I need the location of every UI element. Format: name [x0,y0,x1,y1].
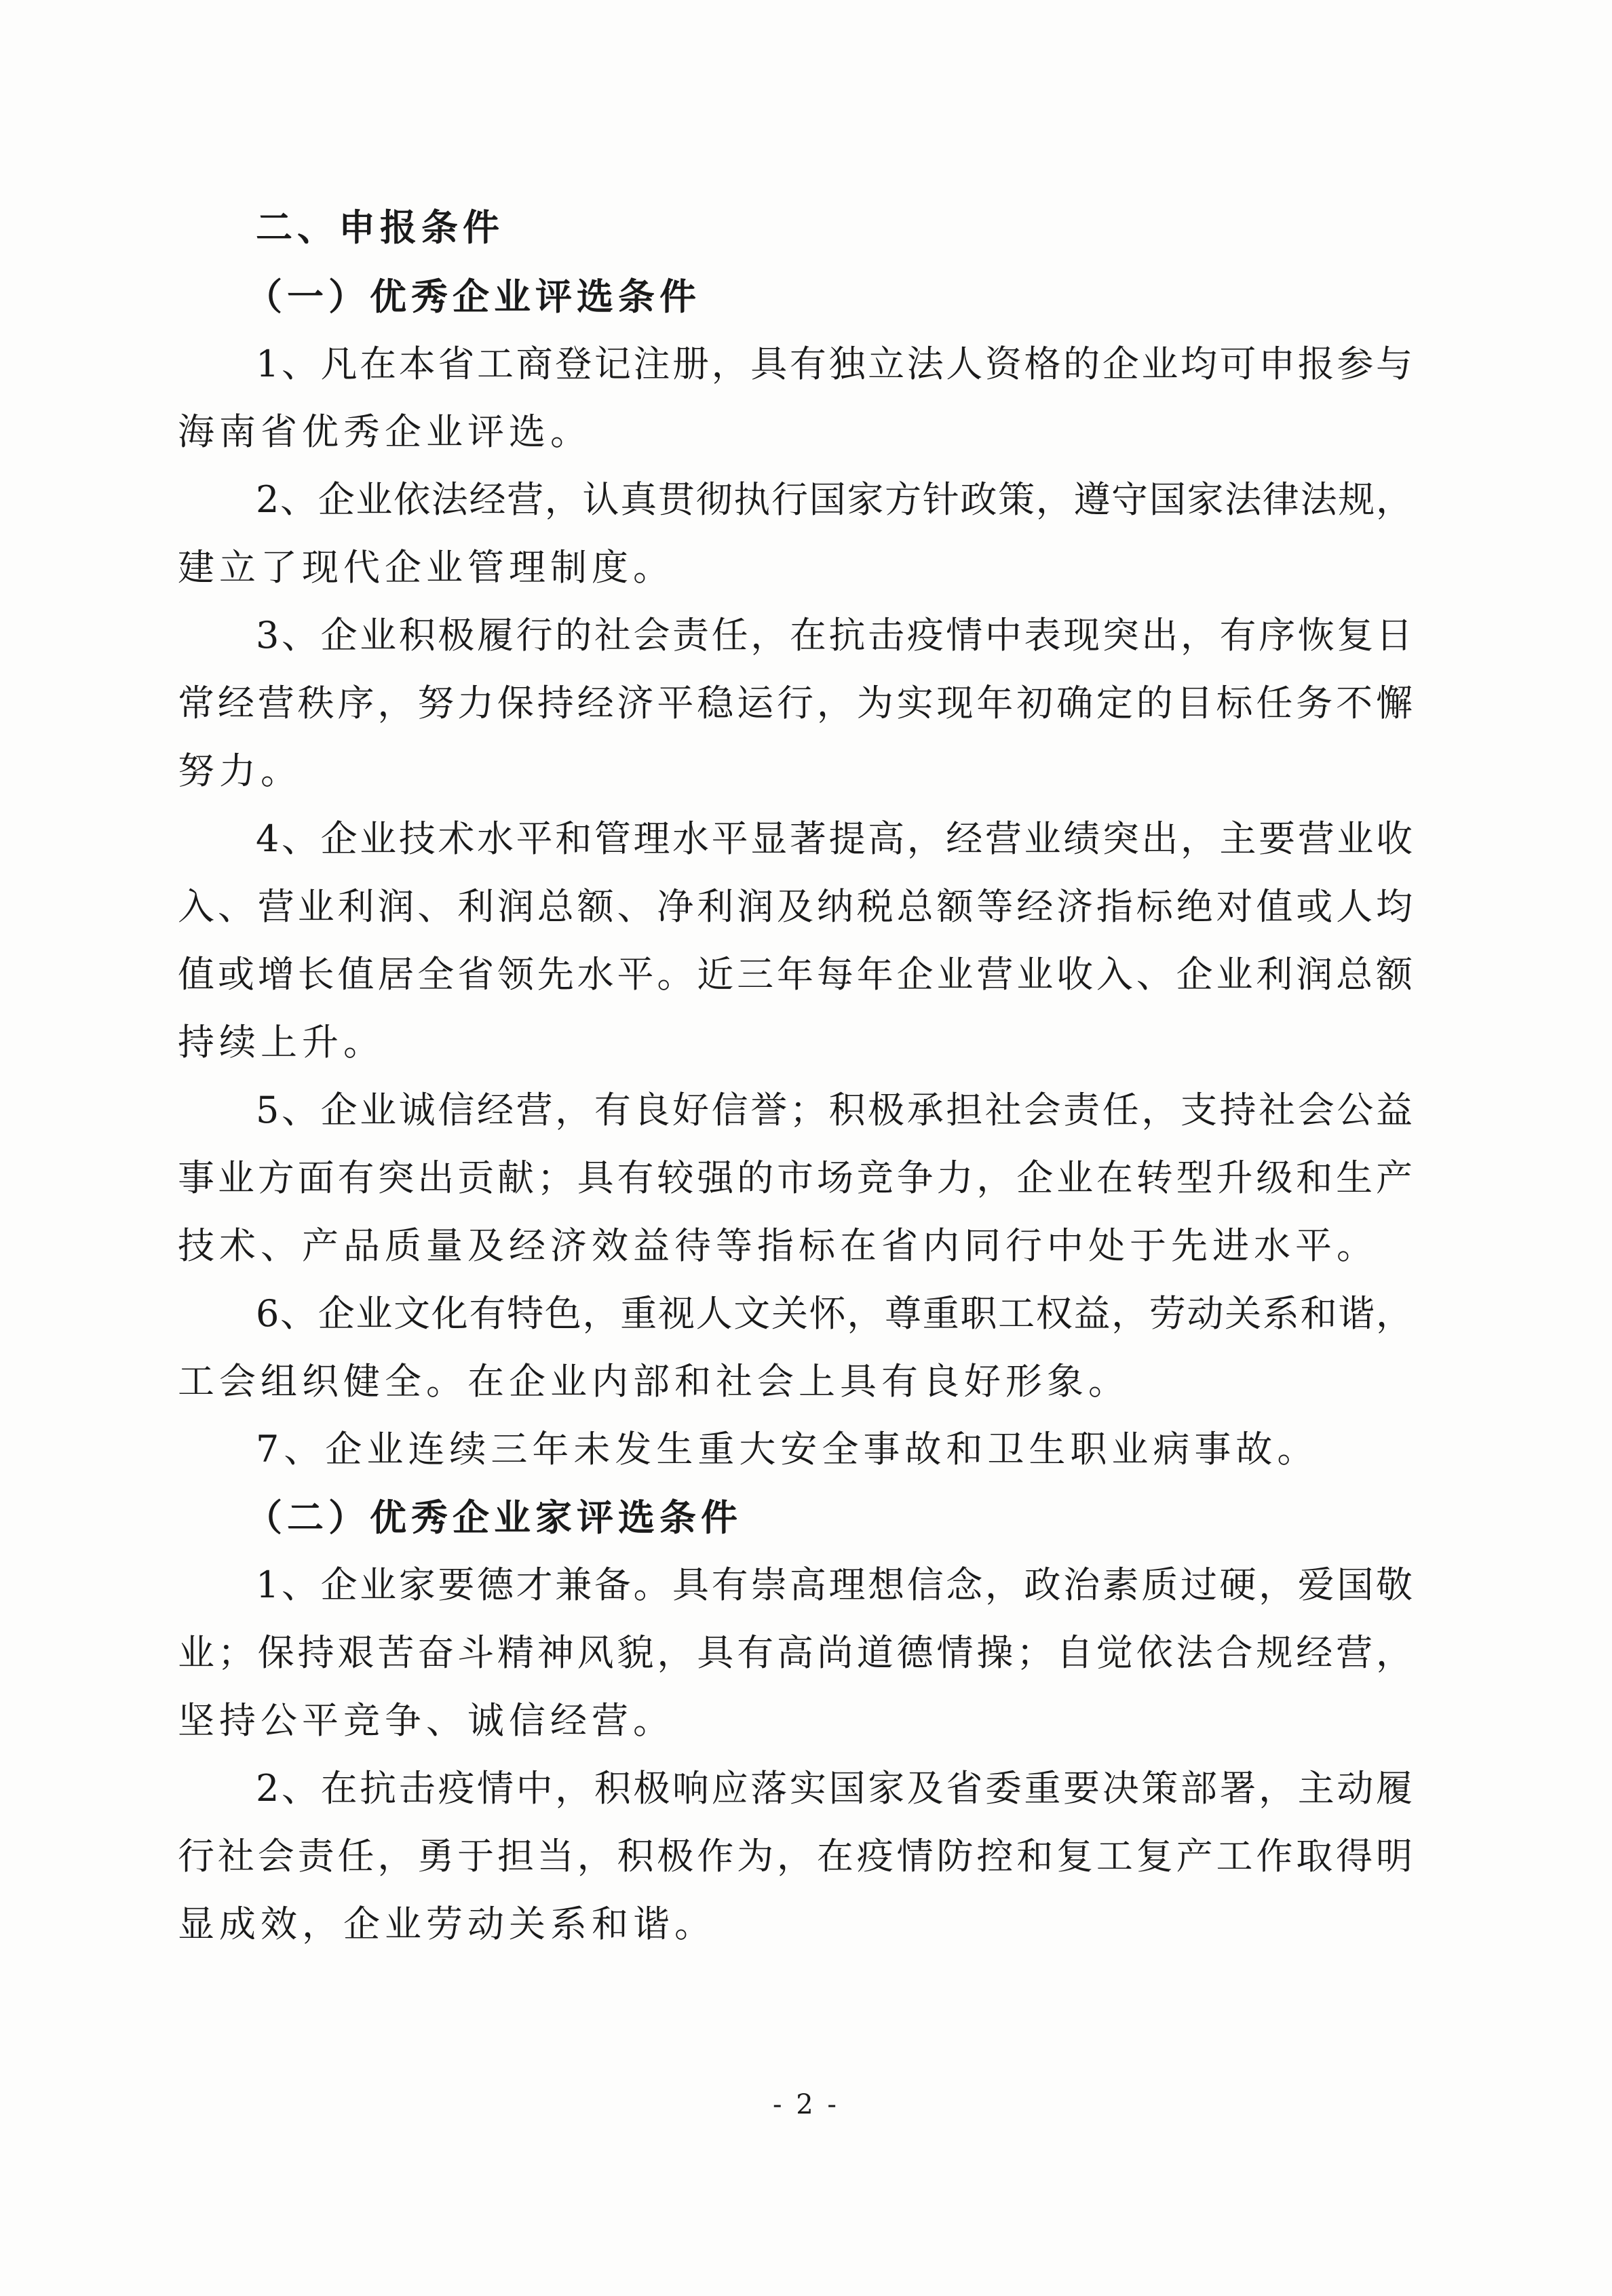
criterion-3-line-3: 努力。 [178,750,302,792]
subsection-title-entrepreneur: （二）优秀企业家评选条件 [246,1496,742,1539]
criterion-1-line-1: 1、凡在本省工商登记注册，具有独立法人资格的企业均可申报参与 [256,343,1413,385]
subsection-title-enterprise: （一）优秀企业评选条件 [246,275,701,318]
criterion-3-line-2: 常经营秩序，努力保持经济平稳运行，为实现年初确定的目标任务不懈 [178,682,1413,724]
criterion-6-line-2: 工会组织健全。在企业内部和社会上具有良好形象。 [178,1360,1130,1403]
criterion-4-line-4: 持续上升。 [178,1021,385,1064]
entrepreneur-criterion-1-line-2: 业；保持艰苦奋斗精神风貌，具有高尚道德情操；自觉依法合规经营， [178,1631,1413,1674]
entrepreneur-criterion-1-line-1: 1、企业家要德才兼备。具有崇高理想信念，政治素质过硬，爱国敬 [256,1563,1413,1606]
page-number: - 2 - [773,2089,839,2120]
criterion-3-line-1: 3、企业积极履行的社会责任，在抗击疫情中表现突出，有序恢复日 [256,614,1413,657]
criterion-5-line-3: 技术、产品质量及经济效益待等指标在省内同行中处于先进水平。 [178,1224,1378,1267]
entrepreneur-criterion-2-line-1: 2、在抗击疫情中，积极响应落实国家及省委重要决策部署，主动履 [256,1767,1413,1810]
criterion-7-line-1: 7、企业连续三年未发生重大安全事故和卫生职业病事故。 [256,1428,1319,1471]
entrepreneur-criterion-1-line-3: 坚持公平竞争、诚信经营。 [178,1699,674,1742]
criterion-4-line-1: 4、企业技术水平和管理水平显著提高，经营业绩突出，主要营业收 [256,817,1413,860]
criterion-4-line-3: 值或增长值居全省领先水平。近三年每年企业营业收入、企业利润总额 [178,953,1413,996]
criterion-2-line-1: 2、企业依法经营，认真贯彻执行国家方针政策，遵守国家法律法规， [256,478,1413,521]
criterion-1-line-2: 海南省优秀企业评选。 [178,410,592,453]
criterion-5-line-2: 事业方面有突出贡献；具有较强的市场竞争力，企业在转型升级和生产 [178,1156,1413,1199]
entrepreneur-criterion-2-line-3: 显成效，企业劳动关系和谐。 [178,1903,716,1945]
entrepreneur-criterion-2-line-2: 行社会责任，勇于担当，积极作为，在疫情防控和复工复产工作取得明 [178,1835,1413,1877]
criterion-5-line-1: 5、企业诚信经营，有良好信誉；积极承担社会责任，支持社会公益 [256,1089,1413,1131]
section-title: 二、申报条件 [256,206,504,249]
criterion-6-line-1: 6、企业文化有特色，重视人文关怀，尊重职工权益，劳动关系和谐， [256,1292,1413,1335]
criterion-2-line-2: 建立了现代企业管理制度。 [178,546,674,589]
criterion-4-line-2: 入、营业利润、利润总额、净利润及纳税总额等经济指标绝对值或人均 [178,885,1413,928]
